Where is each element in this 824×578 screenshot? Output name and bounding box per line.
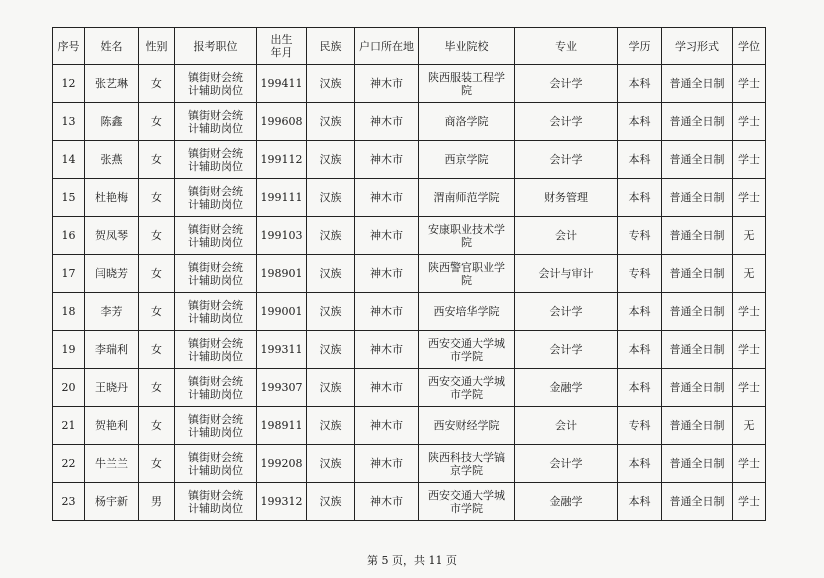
- cell-study-mode: 普通全日制: [662, 179, 733, 217]
- cell-gender: 女: [139, 217, 175, 255]
- cell-position: [175, 255, 257, 293]
- cell-name: 闫晓芳: [85, 255, 139, 293]
- cell-residence: 神木市: [355, 179, 419, 217]
- cell-residence: 神木市: [355, 407, 419, 445]
- cell-position: [175, 293, 257, 331]
- cell-school: [419, 369, 515, 407]
- cell-index: 12: [53, 65, 85, 103]
- cell-study-mode: 普通全日制: [662, 293, 733, 331]
- cell-position-text: 镇街财会统计辅助岗位: [188, 70, 243, 97]
- cell-name: 贺艳利: [85, 407, 139, 445]
- cell-ethnicity: 汉族: [307, 141, 355, 179]
- cell-position: [175, 445, 257, 483]
- cell-birth: 198901: [257, 255, 307, 293]
- cell-name: 张艺琳: [85, 65, 139, 103]
- col-header-name: 姓名: [85, 28, 139, 65]
- cell-position-text: 镇街财会统计辅助岗位: [188, 260, 243, 287]
- cell-name: 李芳: [85, 293, 139, 331]
- cell-education: 本科: [618, 369, 662, 407]
- cell-birth: 199312: [257, 483, 307, 521]
- col-header-study-mode: 学习形式: [662, 28, 733, 65]
- cell-degree: 学士: [733, 141, 766, 179]
- cell-degree: 学士: [733, 179, 766, 217]
- cell-name: 杜艳梅: [85, 179, 139, 217]
- cell-ethnicity: 汉族: [307, 407, 355, 445]
- cell-major: 会计学: [515, 445, 618, 483]
- cell-position-text: 镇街财会统计辅助岗位: [188, 450, 243, 477]
- table-header: [53, 28, 766, 65]
- cell-position: [175, 369, 257, 407]
- cell-education: 本科: [618, 445, 662, 483]
- cell-index: 13: [53, 103, 85, 141]
- cell-gender: 女: [139, 331, 175, 369]
- cell-ethnicity: 汉族: [307, 331, 355, 369]
- cell-position: [175, 407, 257, 445]
- cell-education: 专科: [618, 255, 662, 293]
- cell-position-text: 镇街财会统计辅助岗位: [188, 108, 243, 135]
- cell-gender: 女: [139, 103, 175, 141]
- cell-position: [175, 331, 257, 369]
- cell-birth: 199208: [257, 445, 307, 483]
- cell-ethnicity: 汉族: [307, 179, 355, 217]
- cell-position: [175, 179, 257, 217]
- page-footer: 第 5 页，共 11 页: [367, 554, 457, 567]
- cell-index: 17: [53, 255, 85, 293]
- cell-degree: 无: [733, 217, 766, 255]
- cell-position-text: 镇街财会统计辅助岗位: [188, 222, 243, 249]
- col-header-index: 序号: [53, 28, 85, 65]
- cell-school: [419, 65, 515, 103]
- cell-gender: 女: [139, 65, 175, 103]
- cell-residence: 神木市: [355, 141, 419, 179]
- cell-gender: 女: [139, 255, 175, 293]
- cell-education: 本科: [618, 331, 662, 369]
- cell-education: 本科: [618, 103, 662, 141]
- cell-index: 21: [53, 407, 85, 445]
- cell-study-mode: 普通全日制: [662, 369, 733, 407]
- col-header-major: 专业: [515, 28, 618, 65]
- cell-position: [175, 217, 257, 255]
- cell-major: 会计: [515, 407, 618, 445]
- cell-residence: 神木市: [355, 217, 419, 255]
- cell-position-text: 镇街财会统计辅助岗位: [188, 374, 243, 401]
- cell-index: 16: [53, 217, 85, 255]
- cell-school: [419, 445, 515, 483]
- cell-school-text: 商洛学院: [444, 115, 489, 128]
- col-header-gender: 性别: [139, 28, 175, 65]
- cell-degree: 学士: [733, 103, 766, 141]
- header-row: [53, 28, 766, 65]
- cell-gender: 女: [139, 293, 175, 331]
- cell-residence: 神木市: [355, 369, 419, 407]
- cell-gender: 女: [139, 445, 175, 483]
- cell-ethnicity: 汉族: [307, 483, 355, 521]
- cell-birth: 199112: [257, 141, 307, 179]
- cell-major: 会计学: [515, 65, 618, 103]
- cell-school: [419, 217, 515, 255]
- cell-name: 陈鑫: [85, 103, 139, 141]
- cell-position-text: 镇街财会统计辅助岗位: [188, 298, 243, 325]
- cell-residence: 神木市: [355, 483, 419, 521]
- cell-school: [419, 141, 515, 179]
- cell-residence: 神木市: [355, 293, 419, 331]
- cell-study-mode: 普通全日制: [662, 483, 733, 521]
- cell-name: 杨宇新: [85, 483, 139, 521]
- table-row: [53, 141, 766, 179]
- cell-degree: 学士: [733, 445, 766, 483]
- cell-birth: 199307: [257, 369, 307, 407]
- cell-school: [419, 331, 515, 369]
- cell-school: [419, 255, 515, 293]
- cell-index: 23: [53, 483, 85, 521]
- cell-residence: 神木市: [355, 65, 419, 103]
- table-row: [53, 483, 766, 521]
- cell-position: [175, 103, 257, 141]
- cell-study-mode: 普通全日制: [662, 331, 733, 369]
- col-header-position: 报考职位: [175, 28, 257, 65]
- cell-residence: 神木市: [355, 255, 419, 293]
- table-row: [53, 369, 766, 407]
- cell-major: 会计: [515, 217, 618, 255]
- col-header-birth: [257, 28, 307, 65]
- cell-school: [419, 103, 515, 141]
- cell-degree: 无: [733, 255, 766, 293]
- cell-school-text: 西安交通大学城市学院: [428, 488, 505, 515]
- cell-residence: 神木市: [355, 445, 419, 483]
- cell-major: 会计学: [515, 331, 618, 369]
- cell-ethnicity: 汉族: [307, 293, 355, 331]
- cell-index: 22: [53, 445, 85, 483]
- cell-degree: 学士: [733, 293, 766, 331]
- cell-degree: 学士: [733, 331, 766, 369]
- cell-education: 本科: [618, 483, 662, 521]
- cell-school-text: 西安交通大学城市学院: [428, 336, 505, 363]
- candidate-table: [52, 27, 766, 521]
- cell-study-mode: 普通全日制: [662, 445, 733, 483]
- table-row: [53, 65, 766, 103]
- cell-birth: 199103: [257, 217, 307, 255]
- table-row: [53, 255, 766, 293]
- table-row: [53, 293, 766, 331]
- col-header-education: 学历: [618, 28, 662, 65]
- cell-ethnicity: 汉族: [307, 217, 355, 255]
- cell-gender: 女: [139, 141, 175, 179]
- cell-ethnicity: 汉族: [307, 369, 355, 407]
- cell-study-mode: 普通全日制: [662, 103, 733, 141]
- cell-ethnicity: 汉族: [307, 445, 355, 483]
- table-row: [53, 331, 766, 369]
- cell-school-text: 西安财经学院: [433, 419, 500, 432]
- table-body: [53, 65, 766, 521]
- cell-birth: 199608: [257, 103, 307, 141]
- table-row: [53, 217, 766, 255]
- cell-major: 财务管理: [515, 179, 618, 217]
- cell-school-text: 西安交通大学城市学院: [428, 374, 505, 401]
- cell-school: [419, 293, 515, 331]
- cell-major: 金融学: [515, 369, 618, 407]
- cell-education: 本科: [618, 179, 662, 217]
- cell-education: 专科: [618, 407, 662, 445]
- cell-position-text: 镇街财会统计辅助岗位: [188, 184, 243, 211]
- cell-position-text: 镇街财会统计辅助岗位: [188, 412, 243, 439]
- cell-school-text: 西安培华学院: [433, 305, 500, 318]
- cell-birth: 198911: [257, 407, 307, 445]
- cell-index: 20: [53, 369, 85, 407]
- cell-school: [419, 179, 515, 217]
- cell-education: 专科: [618, 217, 662, 255]
- cell-school-text: 陕西科技大学镐京学院: [428, 450, 505, 477]
- table-row: [53, 103, 766, 141]
- cell-school: [419, 483, 515, 521]
- cell-education: 本科: [618, 293, 662, 331]
- cell-name: 牛兰兰: [85, 445, 139, 483]
- col-header-ethnicity: 民族: [307, 28, 355, 65]
- cell-name: 李瑞利: [85, 331, 139, 369]
- cell-major: 会计学: [515, 293, 618, 331]
- cell-birth: 199411: [257, 65, 307, 103]
- cell-position: [175, 483, 257, 521]
- cell-school-text: 陕西警官职业学院: [428, 260, 505, 287]
- col-header-residence: 户口所在地: [355, 28, 419, 65]
- cell-school-text: 西京学院: [444, 153, 489, 166]
- cell-position-text: 镇街财会统计辅助岗位: [188, 336, 243, 363]
- table-row: [53, 445, 766, 483]
- cell-residence: 神木市: [355, 103, 419, 141]
- cell-degree: 学士: [733, 65, 766, 103]
- cell-position-text: 镇街财会统计辅助岗位: [188, 146, 243, 173]
- cell-ethnicity: 汉族: [307, 255, 355, 293]
- cell-birth: 199111: [257, 179, 307, 217]
- cell-major: 会计与审计: [515, 255, 618, 293]
- cell-education: 本科: [618, 141, 662, 179]
- cell-degree: 无: [733, 407, 766, 445]
- table-row: [53, 179, 766, 217]
- cell-degree: 学士: [733, 369, 766, 407]
- cell-name: 贺凤琴: [85, 217, 139, 255]
- cell-education: 本科: [618, 65, 662, 103]
- cell-index: 18: [53, 293, 85, 331]
- table-row: [53, 407, 766, 445]
- cell-school-text: 安康职业技术学院: [428, 222, 505, 249]
- cell-index: 19: [53, 331, 85, 369]
- cell-study-mode: 普通全日制: [662, 141, 733, 179]
- cell-gender: 女: [139, 407, 175, 445]
- col-header-degree: 学位: [733, 28, 766, 65]
- col-header-birth-text: 出生年月: [270, 33, 293, 59]
- cell-degree: 学士: [733, 483, 766, 521]
- cell-study-mode: 普通全日制: [662, 255, 733, 293]
- cell-position: [175, 141, 257, 179]
- cell-index: 14: [53, 141, 85, 179]
- cell-name: 王晓丹: [85, 369, 139, 407]
- cell-study-mode: 普通全日制: [662, 407, 733, 445]
- col-header-school: 毕业院校: [419, 28, 515, 65]
- cell-position: [175, 65, 257, 103]
- cell-major: 会计学: [515, 141, 618, 179]
- cell-study-mode: 普通全日制: [662, 65, 733, 103]
- cell-major: 会计学: [515, 103, 618, 141]
- cell-birth: 199001: [257, 293, 307, 331]
- cell-ethnicity: 汉族: [307, 103, 355, 141]
- cell-ethnicity: 汉族: [307, 65, 355, 103]
- cell-school-text: 陕西服装工程学院: [428, 70, 505, 97]
- cell-gender: 男: [139, 483, 175, 521]
- cell-major: 金融学: [515, 483, 618, 521]
- cell-gender: 女: [139, 179, 175, 217]
- cell-school: [419, 407, 515, 445]
- cell-school-text: 渭南师范学院: [433, 191, 500, 204]
- cell-study-mode: 普通全日制: [662, 217, 733, 255]
- cell-birth: 199311: [257, 331, 307, 369]
- cell-gender: 女: [139, 369, 175, 407]
- cell-residence: 神木市: [355, 331, 419, 369]
- cell-position-text: 镇街财会统计辅助岗位: [188, 488, 243, 515]
- cell-index: 15: [53, 179, 85, 217]
- cell-name: 张燕: [85, 141, 139, 179]
